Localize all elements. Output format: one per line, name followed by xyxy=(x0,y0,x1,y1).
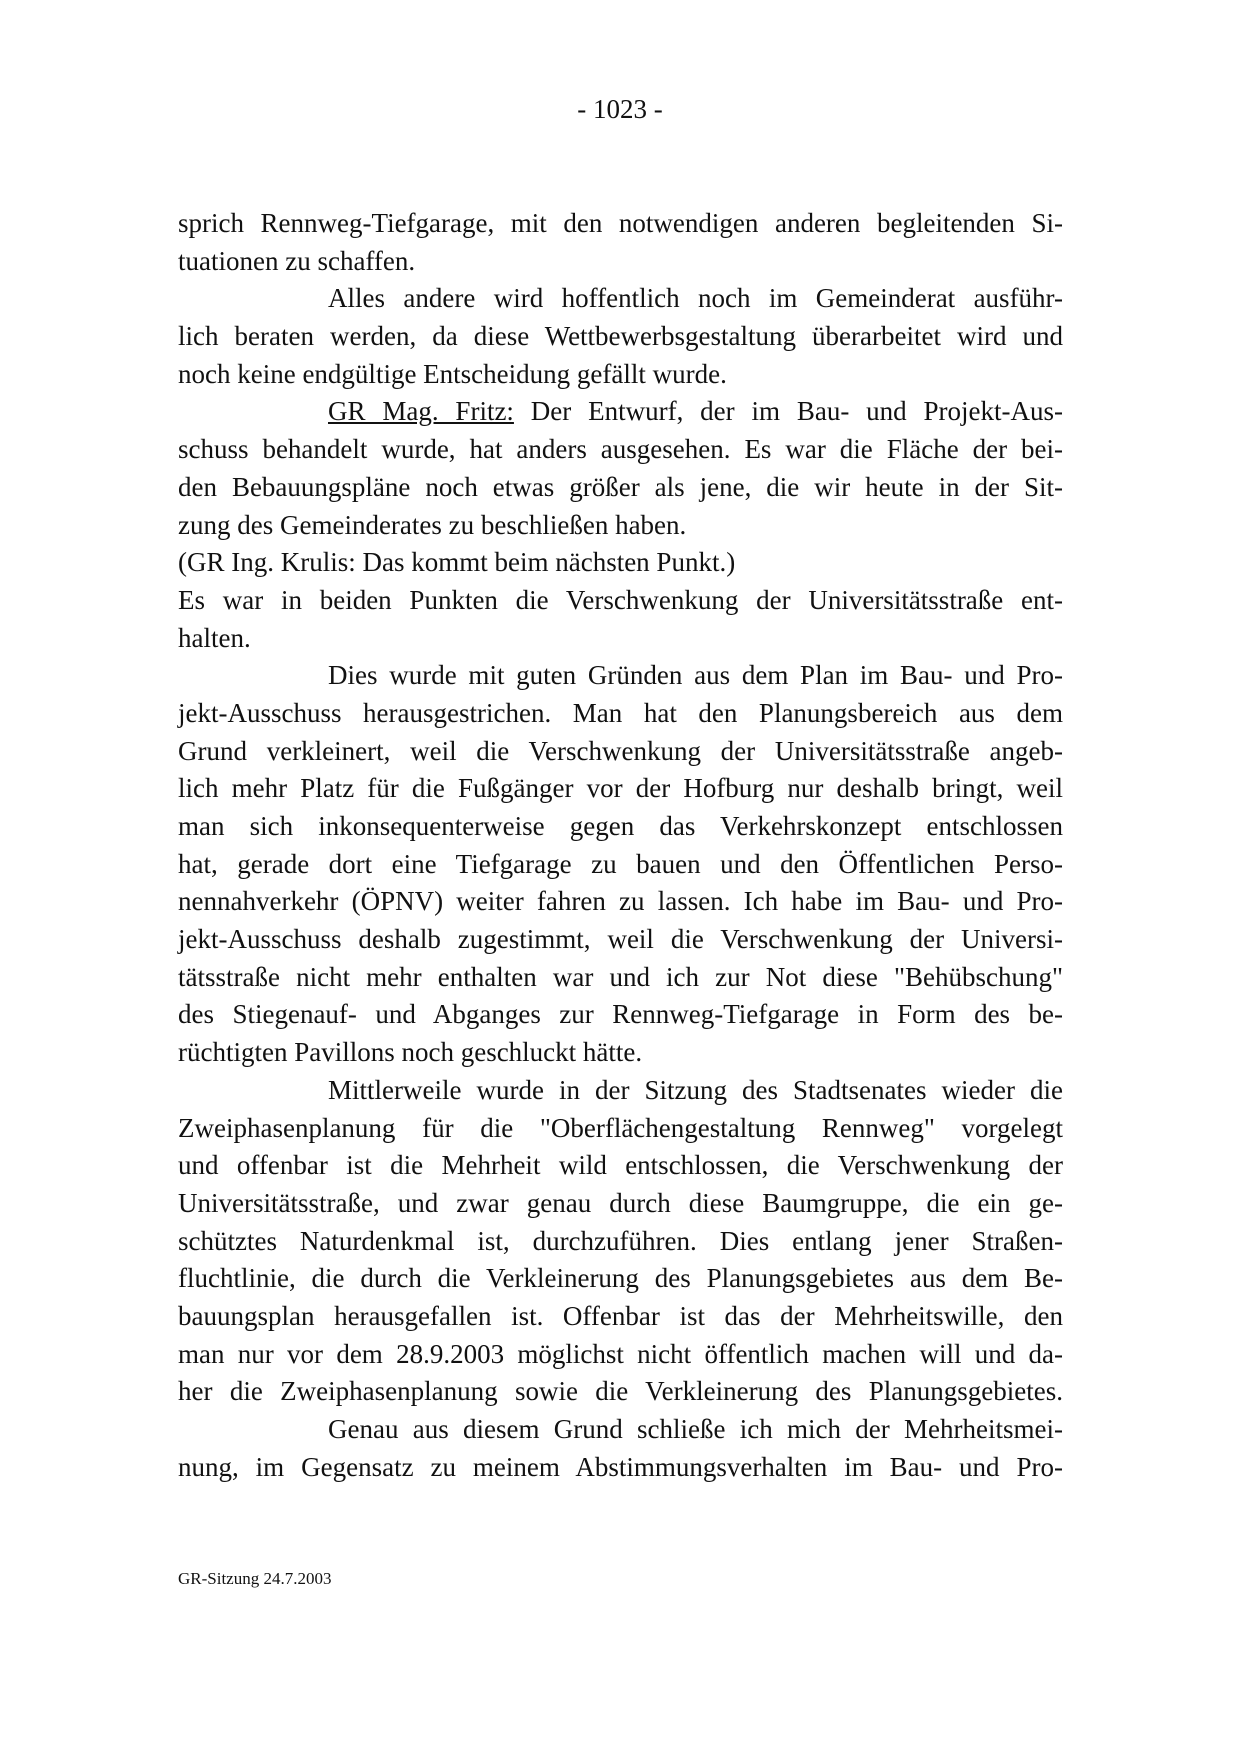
text-line xyxy=(178,1373,1063,1411)
text-line xyxy=(178,1147,1063,1185)
text-line xyxy=(178,959,1063,997)
text-line-content: schuss behandelt wurde, hat anders ausgesehen. Es war die Fläche der bei- xyxy=(178,434,1063,465)
text-line-content: man nur vor dem 28.9.2003 möglichst nicht öffentlich machen will und da- xyxy=(178,1338,1063,1369)
text-line xyxy=(178,280,1063,318)
text-line-content: hat, gerade dort eine Tiefgarage zu bauen und den Öffentlichen Perso- xyxy=(178,848,1063,879)
text-line xyxy=(178,1411,1063,1449)
text-line-content: Universitätsstraße, und zwar genau durch diese Baumgruppe, die ein ge- xyxy=(178,1187,1063,1218)
text-line-content: tätsstraße nicht mehr enthalten war und ich zur Not diese "Behübschung" xyxy=(178,961,1063,992)
text-line xyxy=(178,469,1063,507)
text-line-content: fluchtlinie, die durch die Verkleinerung des Planungsgebietes aus dem Be- xyxy=(178,1263,1063,1294)
text-line-content: Mittlerweile wurde in der Sitzung des Stadtsenates wieder die xyxy=(328,1074,1063,1105)
text-line-content: Alles andere wird hoffentlich noch im Gemeinderat ausführ- xyxy=(328,283,1063,314)
text-line xyxy=(178,1298,1063,1336)
text-line xyxy=(178,883,1063,921)
text-line-content: man sich inkonsequenterweise gegen das Verkehrskonzept entschlossen xyxy=(178,811,1063,841)
text-line-content: noch keine endgültige Entscheidung gefällt wurde. xyxy=(178,358,727,389)
text-line-content: Zweiphasenplanung für die "Oberflächengestaltung Rennweg" vorgelegt xyxy=(178,1112,1063,1143)
text-line-content: sprich Rennweg-Tiefgarage, mit den notwendigen anderen begleitenden Si- xyxy=(178,208,1063,238)
text-line-content: lich beraten werden, da diese Wettbewerbsgestaltung überarbeitet wird und xyxy=(178,321,1063,352)
text-line xyxy=(178,620,1063,658)
text-line xyxy=(178,921,1063,959)
text-line-content: (GR Ing. Krulis: Das kommt beim nächsten Punkt.) xyxy=(178,547,736,578)
text-line-content: den Bebauungspläne noch etwas größer als jene, die wir heute in der Sit- xyxy=(178,471,1063,502)
text-line xyxy=(178,1260,1063,1298)
text-line-content: zung des Gemeinderates zu beschließen haben. xyxy=(178,509,687,540)
text-line-content: Grund verkleinert, weil die Verschwenkung der Universitätsstraße angeb- xyxy=(178,735,1063,766)
text-line xyxy=(178,733,1063,771)
text-line xyxy=(178,657,1063,695)
text-line xyxy=(178,1072,1063,1110)
text-line xyxy=(178,431,1063,469)
text-line-content: lich mehr Platz für die Fußgänger vor der Hofburg nur deshalb bringt, weil xyxy=(178,773,1063,804)
text-line-content: tuationen zu schaffen. xyxy=(178,245,416,276)
text-line xyxy=(178,318,1063,356)
text-line xyxy=(178,205,1063,243)
text-line xyxy=(178,393,1063,431)
text-line xyxy=(178,1034,1063,1072)
text-line xyxy=(178,243,1063,281)
page-number: - 1023 - xyxy=(577,94,663,124)
text-line-content: halten. xyxy=(178,622,251,653)
text-line-content: bauungsplan herausgefallen ist. Offenbar ist das der Mehrheitswille, den xyxy=(178,1300,1063,1331)
text-line-content: jekt-Ausschuss deshalb zugestimmt, weil die Verschwenkung der Universi- xyxy=(178,924,1063,955)
text-line xyxy=(178,996,1063,1034)
text-line xyxy=(178,544,1063,582)
text-line-content: Der Entwurf, der im Bau- und Projekt-Aus- xyxy=(513,396,1063,427)
text-line xyxy=(178,1110,1063,1148)
text-line-content: rüchtigten Pavillons noch geschluckt hätte. xyxy=(178,1037,643,1068)
text-line xyxy=(178,770,1063,808)
text-line-content: nennahverkehr (ÖPNV) weiter fahren zu lassen. Ich habe im Bau- und Pro- xyxy=(178,886,1063,917)
text-line xyxy=(178,582,1063,620)
text-line-content: her die Zweiphasenplanung sowie die Verkleinerung des Planungsgebietes. xyxy=(178,1376,1063,1407)
text-line-content: schütztes Naturdenkmal ist, durchzuführen. Dies entlang jener Straßen- xyxy=(178,1225,1063,1256)
body-text xyxy=(178,205,1063,1486)
text-line-content: und offenbar ist die Mehrheit wild entschlossen, die Verschwenkung der xyxy=(178,1150,1063,1181)
text-line xyxy=(178,356,1063,394)
text-line xyxy=(178,1336,1063,1374)
text-line xyxy=(178,808,1063,846)
text-line-content: jekt-Ausschuss herausgestrichen. Man hat den Planungsbereich aus dem xyxy=(178,697,1063,728)
speaker-name: GR Mag. Fritz: xyxy=(328,396,514,427)
text-line xyxy=(178,695,1063,733)
text-line-content: Dies wurde mit guten Gründen aus dem Plan im Bau- und Pro- xyxy=(328,660,1063,691)
text-line-content: Es war in beiden Punkten die Verschwenkung der Universitätsstraße ent- xyxy=(178,584,1063,615)
text-line xyxy=(178,507,1063,545)
text-line xyxy=(178,846,1063,884)
text-line xyxy=(178,1223,1063,1261)
text-line xyxy=(178,1185,1063,1223)
text-line-content: des Stiegenauf- und Abganges zur Rennweg-Tiefgarage in Form des be- xyxy=(178,999,1063,1030)
page-footer: GR-Sitzung 24.7.2003 xyxy=(178,1569,332,1588)
text-line-content: Genau aus diesem Grund schließe ich mich der Mehrheitsmei- xyxy=(328,1414,1063,1444)
text-line-content: nung, im Gegensatz zu meinem Abstimmungsverhalten im Bau- und Pro- xyxy=(178,1451,1063,1482)
text-line xyxy=(178,1449,1063,1487)
